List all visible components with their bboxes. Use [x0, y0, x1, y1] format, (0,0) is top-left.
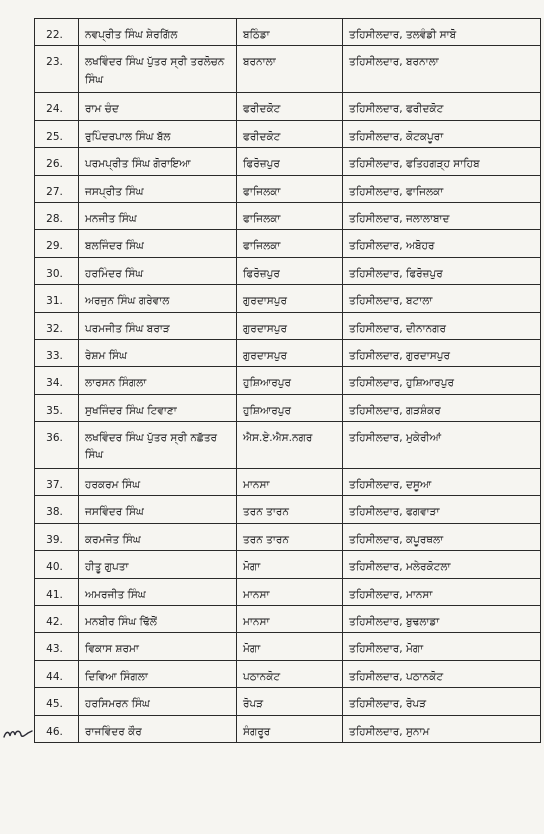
serial-number-cell: 35. [35, 394, 79, 421]
officer-name-cell: ਲਾਰਸਨ ਸਿੰਗਲਾ [79, 367, 237, 394]
new-posting-cell: ਤਹਿਸੀਲਦਾਰ, ਮੋਗਾ [343, 633, 541, 660]
new-posting-cell: ਤਹਿਸੀਲਦਾਰ, ਬਰਨਾਲਾ [343, 46, 541, 93]
district-cell: ਫਾਜਿਲਕਾ [237, 202, 343, 229]
district-cell: ਸੰਗਰੂਰ [237, 715, 343, 742]
new-posting-cell: ਤਹਿਸੀਲਦਾਰ, ਅਬੋਹਰ [343, 230, 541, 257]
new-posting-cell: ਤਹਿਸੀਲਦਾਰ, ਕੋਟਕਪੂਰਾ [343, 120, 541, 147]
serial-number-cell: 42. [35, 606, 79, 633]
district-cell: ਰੋਪੜ [237, 688, 343, 715]
serial-number-cell: 34. [35, 367, 79, 394]
officer-name-cell: ਵਿਕਾਸ ਸ਼ਰਮਾ [79, 633, 237, 660]
serial-number-cell: 40. [35, 551, 79, 578]
table-row [35, 367, 541, 394]
district-cell: ਫਰੀਦਕੋਟ [237, 93, 343, 120]
table-row [35, 422, 541, 469]
new-posting-cell: ਤਹਿਸੀਲਦਾਰ, ਹੁਸ਼ਿਆਰਪੁਰ [343, 367, 541, 394]
officer-name-cell: ਰਾਜਵਿੰਦਰ ਕੌਰ [79, 715, 237, 742]
new-posting-cell: ਤਹਿਸੀਲਦਾਰ, ਬਟਾਲਾ [343, 285, 541, 312]
table-row [35, 688, 541, 715]
new-posting-cell: ਤਹਿਸੀਲਦਾਰ, ਤਲਵੰਡੀ ਸਾਬੋ [343, 19, 541, 46]
serial-number-cell: 39. [35, 523, 79, 550]
new-posting-cell: ਤਹਿਸੀਲਦਾਰ, ਜਲਾਲਾਬਾਦ [343, 202, 541, 229]
serial-number-cell: 37. [35, 469, 79, 496]
new-posting-cell: ਤਹਿਸੀਲਦਾਰ, ਸੁਨਾਮ [343, 715, 541, 742]
table-row [35, 633, 541, 660]
officer-name-cell: ਪਰਮਜੀਤ ਸਿੰਘ ਬਰਾੜ [79, 312, 237, 339]
serial-number-cell: 28. [35, 202, 79, 229]
table-row [35, 46, 541, 93]
table-row [35, 339, 541, 366]
officer-name-cell: ਜਸਵਿੰਦਰ ਸਿੰਘ [79, 496, 237, 523]
officer-name-cell: ਹਰਮਿੰਦਰ ਸਿੰਘ [79, 257, 237, 284]
table-row [35, 19, 541, 46]
district-cell: ਤਰਨ ਤਾਰਨ [237, 523, 343, 550]
serial-number-cell: 24. [35, 93, 79, 120]
table-row [35, 312, 541, 339]
officer-name-cell: ਮਨਬੀਰ ਸਿੰਘ ਢਿੱਲੋਂ [79, 606, 237, 633]
new-posting-cell: ਤਹਿਸੀਲਦਾਰ, ਮਾਨਸਾ [343, 578, 541, 605]
new-posting-cell: ਤਹਿਸੀਲਦਾਰ, ਪਠਾਨਕੋਟ [343, 660, 541, 687]
district-cell: ਮਾਨਸਾ [237, 606, 343, 633]
officer-name-cell: ਜਸਪ੍ਰੀਤ ਸਿੰਘ [79, 175, 237, 202]
table-row [35, 148, 541, 175]
table-row [35, 257, 541, 284]
officer-name-cell: ਅਮਰਜੀਤ ਸਿੰਘ [79, 578, 237, 605]
new-posting-cell: ਤਹਿਸੀਲਦਾਰ, ਫਗਵਾੜਾ [343, 496, 541, 523]
table-row [35, 578, 541, 605]
new-posting-cell: ਤਹਿਸੀਲਦਾਰ, ਮੁਕੇਰੀਆਂ [343, 422, 541, 469]
new-posting-cell: ਤਹਿਸੀਲਦਾਰ, ਗੜਸ਼ੰਕਰ [343, 394, 541, 421]
district-cell: ਗੁਰਦਾਸਪੁਰ [237, 285, 343, 312]
district-cell: ਹੁਸ਼ਿਆਰਪੁਰ [237, 394, 343, 421]
serial-number-cell: 43. [35, 633, 79, 660]
new-posting-cell: ਤਹਿਸੀਲਦਾਰ, ਦੀਨਾਨਗਰ [343, 312, 541, 339]
serial-number-cell: 46. [35, 715, 79, 742]
district-cell: ਬਠਿੰਡਾ [237, 19, 343, 46]
new-posting-cell: ਤਹਿਸੀਲਦਾਰ, ਫਿਰੋਜ਼ਪੁਰ [343, 257, 541, 284]
officer-name-cell: ਹੀਤੂ ਗੁਪਤਾ [79, 551, 237, 578]
handwritten-initials-mark [2, 723, 34, 743]
new-posting-cell: ਤਹਿਸੀਲਦਾਰ, ਗੁਰਦਾਸਪੁਰ [343, 339, 541, 366]
serial-number-cell: 36. [35, 422, 79, 469]
district-cell: ਹੁਸ਼ਿਆਰਪੁਰ [237, 367, 343, 394]
table-row [35, 175, 541, 202]
serial-number-cell: 27. [35, 175, 79, 202]
district-cell: ਬਰਨਾਲਾ [237, 46, 343, 93]
district-cell: ਤਰਨ ਤਾਰਨ [237, 496, 343, 523]
new-posting-cell: ਤਹਿਸੀਲਦਾਰ, ਰੋਪੜ [343, 688, 541, 715]
new-posting-cell: ਤਹਿਸੀਲਦਾਰ, ਕਪੂਰਥਲਾ [343, 523, 541, 550]
district-cell: ਫਾਜਿਲਕਾ [237, 175, 343, 202]
officer-name-cell: ਨਵਪ੍ਰੀਤ ਸਿੰਘ ਸ਼ੇਰਗਿੱਲ [79, 19, 237, 46]
table-row [35, 285, 541, 312]
district-cell: ਫਿਰੋਜ਼ਪੁਰ [237, 148, 343, 175]
district-cell: ਐਸ.ਏ.ਐਸ.ਨਗਰ [237, 422, 343, 469]
district-cell: ਗੁਰਦਾਸਪੁਰ [237, 339, 343, 366]
serial-number-cell: 29. [35, 230, 79, 257]
officer-name-cell: ਰੁਪਿੰਦਰਪਾਲ ਸਿੰਘ ਬੱਲ [79, 120, 237, 147]
serial-number-cell: 44. [35, 660, 79, 687]
serial-number-cell: 31. [35, 285, 79, 312]
table-row [35, 202, 541, 229]
officer-name-cell: ਸੁਖਜਿੰਦਰ ਸਿੰਘ ਟਿਵਾਣਾ [79, 394, 237, 421]
officer-name-cell: ਪਰਮਪ੍ਰੀਤ ਸਿੰਘ ਗੋਰਾਇਆ [79, 148, 237, 175]
serial-number-cell: 25. [35, 120, 79, 147]
new-posting-cell: ਤਹਿਸੀਲਦਾਰ, ਦਸੂਆ [343, 469, 541, 496]
officer-name-cell: ਬਲਜਿੰਦਰ ਸਿੰਘ [79, 230, 237, 257]
serial-number-cell: 45. [35, 688, 79, 715]
new-posting-cell: ਤਹਿਸੀਲਦਾਰ, ਫਾਜਿਲਕਾ [343, 175, 541, 202]
roster-body [35, 19, 541, 743]
district-cell: ਪਠਾਨਕੋਟ [237, 660, 343, 687]
officer-name-cell: ਮਨਜੀਤ ਸਿੰਘ [79, 202, 237, 229]
new-posting-cell: ਤਹਿਸੀਲਦਾਰ, ਬੁਢਲਾਡਾ [343, 606, 541, 633]
officer-name-cell: ਰੇਸ਼ਮ ਸਿੰਘ [79, 339, 237, 366]
district-cell: ਮਾਨਸਾ [237, 469, 343, 496]
district-cell: ਮੋਗਾ [237, 633, 343, 660]
new-posting-cell: ਤਹਿਸੀਲਦਾਰ, ਮਲੇਰਕੋਟਲਾ [343, 551, 541, 578]
officer-name-cell: ਹਰਸਿਮਰਨ ਸਿੰਘ [79, 688, 237, 715]
officer-name-cell: ਹਰਕਰਮ ਸਿੰਘ [79, 469, 237, 496]
table-row [35, 93, 541, 120]
table-row [35, 715, 541, 742]
serial-number-cell: 23. [35, 46, 79, 93]
officer-name-cell: ਰਾਮ ਚੰਦ [79, 93, 237, 120]
table-row [35, 120, 541, 147]
serial-number-cell: 33. [35, 339, 79, 366]
district-cell: ਮਾਨਸਾ [237, 578, 343, 605]
table-row [35, 606, 541, 633]
district-cell: ਫਿਰੋਜ਼ਪੁਰ [237, 257, 343, 284]
district-cell: ਫਰੀਦਕੋਟ [237, 120, 343, 147]
serial-number-cell: 38. [35, 496, 79, 523]
new-posting-cell: ਤਹਿਸੀਲਦਾਰ, ਫਤਿਹਗੜ੍ਹ ਸਾਹਿਬ [343, 148, 541, 175]
district-cell: ਮੋਗਾ [237, 551, 343, 578]
serial-number-cell: 22. [35, 19, 79, 46]
officer-name-cell: ਲਖਵਿੰਦਰ ਸਿੰਘ ਪੁੱਤਰ ਸ੍ਰੀ ਤਰਲੋਚਨ ਸਿੰਘ [79, 46, 237, 93]
serial-number-cell: 30. [35, 257, 79, 284]
serial-number-cell: 41. [35, 578, 79, 605]
district-cell: ਗੁਰਦਾਸਪੁਰ [237, 312, 343, 339]
officer-name-cell: ਦਿਵਿਆ ਸਿੰਗਲਾ [79, 660, 237, 687]
serial-number-cell: 26. [35, 148, 79, 175]
table-row [35, 394, 541, 421]
table-row [35, 230, 541, 257]
table-row [35, 469, 541, 496]
district-cell: ਫਾਜਿਲਕਾ [237, 230, 343, 257]
officer-name-cell: ਅਰਜੁਨ ਸਿੰਘ ਗਰੇਵਾਲ [79, 285, 237, 312]
serial-number-cell: 32. [35, 312, 79, 339]
table-row [35, 660, 541, 687]
table-row [35, 523, 541, 550]
table-row [35, 551, 541, 578]
transfer-roster-table [34, 18, 541, 743]
officer-name-cell: ਲਖਵਿੰਦਰ ਸਿੰਘ ਪੁੱਤਰ ਸ੍ਰੀ ਨਛੱਤਰ ਸਿੰਘ [79, 422, 237, 469]
table-row [35, 496, 541, 523]
new-posting-cell: ਤਹਿਸੀਲਦਾਰ, ਫਰੀਦਕੋਟ [343, 93, 541, 120]
officer-name-cell: ਕਰਮਜੋਤ ਸਿੰਘ [79, 523, 237, 550]
